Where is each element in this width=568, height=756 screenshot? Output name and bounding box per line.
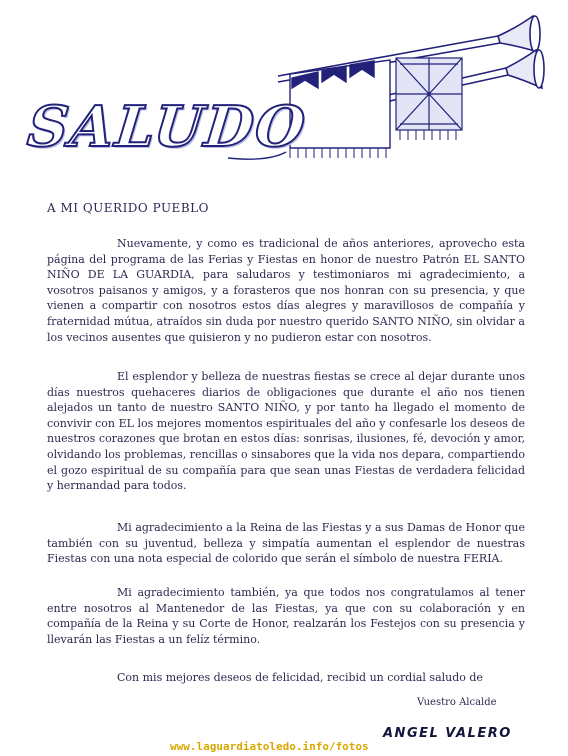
watermark-url: www.laguardiatoledo.info/fotos [170,740,369,753]
page-title: SALUDO [24,94,310,160]
paragraph-1: Nuevamente, y como es tradicional de años anteriores, aprovecho esta página del programa de las Ferias y Fiestas en honor de nuestro Patrón EL SANTO NIÑO DE LA GUARDIA, para saludaros y testimoniaros mi agradecimiento, a vosotros paisanos y amigos, y a forasteros que nos honran con su presencia, y que vienen a compartir con nosotros estos días alegres y maravillosos de compañía y fraternidad mútua, atraídos sin duda por nuestro querido SANTO NIÑO, sin olvidar a los vecinos ausentes que quisieron y no pudieron estar con nosotros. [47,237,525,344]
signoff-text: Vuestro Alcalde [417,697,497,708]
greeting-heading: A MI QUERIDO PUEBLO [47,201,209,215]
paragraph-3: Mi agradecimiento a la Reina de las Fiestas y a sus Damas de Honor que también con su juventud, belleza y simpatía aumentan el esplendor de nuestras Fiestas con una nota especial de colorido que serán el símbolo de nuestra FERIA. [47,521,525,566]
paragraph-4: Mi agradecimiento también, ya que todos nos congratulamos al tener entre nosotros al Mantenedor de las Fiestas, ya que con su colaboración y en compañía de la Reina y su Corte de Honor, realzarán los Festejos con su presencia y llevarán las Fiestas a un felíz término. [47,586,525,646]
paragraph-2: El esplendor y belleza de nuestras fiestas se crece al dejar durante unos días nuestros quehaceres diarios de obligaciones que durante el año nos tienen alejados un tanto de nuestro SANTO NIÑO, y por tanto ha llegado el momento de convivir con EL los mejores momentos espirituales del año y confesarle los deseos de nuestros corazones que brotan en estos días: sonrisas, ilusiones, fé, devoción y amor, olvidando los problemas, rencillas o sinsabores que la vida nos depara, compartiendo el gozo espiritual de su compañía para que sean unas Fiestas de verdadera felicidad y hermandad para todos. [47,370,525,493]
paragraph-5: Con mis mejores deseos de felicidad, recibid un cordial saludo de [117,671,483,684]
signature-name: ANGEL VALERO [383,726,512,741]
